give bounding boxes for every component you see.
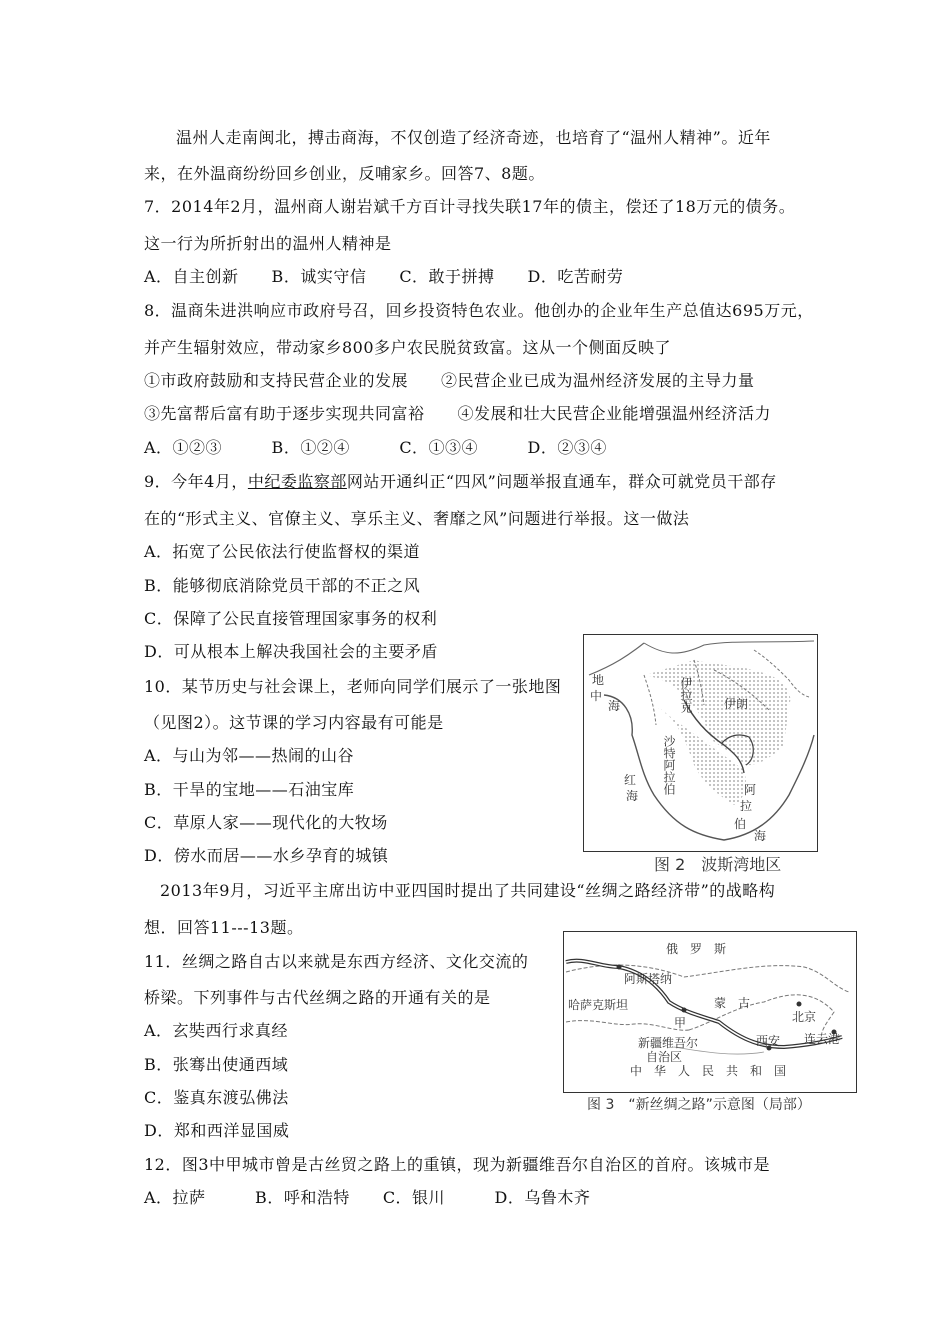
- q9-stem-pre: 9．今年4月，: [144, 472, 248, 491]
- intro1-line2: 来，在外温商纷纷回乡创业，反哺家乡。回答7、8题。: [144, 164, 545, 183]
- q9-stem-1: [144, 471, 777, 493]
- q8-item-2: ③先富帮后富有助于逐步实现共同富裕 ④发展和壮大民营企业能增强温州经济活力: [144, 404, 772, 423]
- persian-gulf-map-drawing: [584, 635, 817, 851]
- q7-stem-1: 7．2014年2月，温州商人谢岩斌千方百计寻找失联17年的债主，偿还了18万元的债务。: [144, 197, 796, 216]
- fig3-label-xinjiang-2: 自治区: [646, 1050, 683, 1064]
- fig2-label-saudi: 沙特阿拉伯: [662, 735, 676, 795]
- q10-stem-2: （见图2）。这节课的学习内容最有可能是: [144, 713, 444, 732]
- fig2-label-hai: 海: [608, 699, 621, 713]
- intro2-line1: 2013年9月，习近平主席出访中亚四国时提出了共同建设“丝绸之路经济带”的战略构: [160, 881, 776, 900]
- fig2-label-a: 阿: [744, 783, 757, 797]
- fig2-label-zhong: 中: [590, 689, 603, 703]
- fig3-label-astana: 阿斯塔纳: [624, 972, 673, 986]
- fig3-label-xian: 西安: [756, 1034, 781, 1048]
- fig3-label-mongolia: 蒙 古: [714, 996, 751, 1010]
- q11-option-a: A．玄奘西行求真经: [144, 1021, 289, 1040]
- q9-stem-underlined: 中纪委监察部: [247, 472, 347, 491]
- q9-stem-post: 网站开通纠正“四风”问题举报直通车，群众可就党员干部存: [346, 472, 777, 491]
- fig3-label-lianyungang: 连云港: [804, 1032, 841, 1046]
- q10-option-b: B．干旱的宝地——石油宝库: [144, 780, 355, 799]
- beijing-marker: [797, 1002, 802, 1007]
- fig2-label-hai3: 海: [754, 829, 767, 843]
- q10-stem-1: 10．某节历史与社会课上，老师向同学们展示了一张地图: [144, 677, 562, 696]
- q8-options: A．①②③ B．①②④ C．①③④ D．②③④: [144, 438, 607, 457]
- fig2-label-di: 地: [592, 673, 605, 687]
- fig2-label-iran: 伊朗: [724, 697, 749, 711]
- figure-2-caption: 图 2 波斯湾地区: [654, 855, 782, 874]
- q9-option-c: C．保障了公民直接管理国家事务的权利: [144, 609, 438, 628]
- q8-item-1: ①市政府鼓励和支持民营企业的发展 ②民营企业已成为温州经济发展的主导力量: [144, 371, 755, 390]
- q9-option-a: A．拓宽了公民依法行使监督权的渠道: [144, 542, 421, 561]
- fig3-label-kazakhstan: 哈萨克斯坦: [568, 998, 629, 1012]
- figure-3-caption: 图 3 “新丝绸之路”示意图（局部）: [587, 1097, 811, 1113]
- q11-stem-2: 桥梁。下列事件与古代丝绸之路的开通有关的是: [144, 988, 491, 1007]
- fig2-label-la: 拉: [740, 799, 753, 813]
- q11-stem-1: 11．丝绸之路自古以来就是东西方经济、文化交流的: [144, 952, 529, 971]
- q12-stem: 12．图3中甲城市曾是古丝贸之路上的重镇，现为新疆维吾尔自治区的首府。该城市是: [144, 1155, 771, 1174]
- q11-option-b: B．张骞出使通西域: [144, 1055, 289, 1074]
- q10-option-c: C．草原人家——现代化的大牧场: [144, 813, 388, 832]
- q7-stem-2: 这一行为所折射出的温州人精神是: [144, 234, 392, 253]
- fig3-label-xinjiang-1: 新疆维吾尔: [638, 1036, 699, 1050]
- q9-option-b: B．能够彻底消除党员干部的不正之风: [144, 576, 421, 595]
- q10-option-d: D．傍水而居——水乡孕育的城镇: [144, 846, 389, 865]
- q8-stem-2: 并产生辐射效应，带动家乡800多户农民脱贫致富。这从一个侧面反映了: [144, 338, 672, 357]
- astana-marker: [617, 965, 622, 970]
- q11-option-c: C．鉴真东渡弘佛法: [144, 1088, 289, 1107]
- figure-2-map: [583, 634, 818, 852]
- fig3-label-russia: 俄 罗 斯: [666, 942, 727, 956]
- q12-options: A．拉萨 B．呼和浩特 C．银川 D．乌鲁木齐: [144, 1188, 591, 1207]
- q10-option-a: A．与山为邻——热闹的山谷: [144, 746, 355, 765]
- q11-option-d: D．郑和西洋显国威: [144, 1121, 290, 1140]
- city-jia-marker: [682, 1008, 687, 1013]
- q9-stem-2: 在的“形式主义、官僚主义、享乐主义、奢靡之风”问题进行举报。这一做法: [144, 509, 690, 528]
- fig3-label-jia: 甲: [674, 1016, 687, 1030]
- q7-options: A．自主创新 B．诚实守信 C．敢于拼搏 D．吃苦耐劳: [144, 267, 624, 286]
- q8-stem-1: 8．温商朱进洪响应市政府号召，回乡投资特色农业。他创办的企业年生产总值达695万元，: [144, 301, 814, 320]
- fig2-label-hai2: 海: [626, 789, 639, 803]
- figure-3-map: [563, 931, 857, 1093]
- q9-option-d: D．可从根本上解决我国社会的主要矛盾: [144, 642, 438, 661]
- fig3-label-china: 中 华 人 民 共 和 国: [630, 1064, 787, 1078]
- fig2-label-iraq: 伊拉克: [679, 677, 693, 713]
- intro2-line2: 想．回答11---13题。: [144, 918, 304, 937]
- fig2-label-hong: 红: [624, 773, 637, 787]
- fig2-label-bo: 伯: [734, 817, 747, 831]
- intro1-line1: 温州人走南闽北，搏击商海，不仅创造了经济奇迹，也培育了“温州人精神”。近年: [176, 128, 771, 147]
- fig3-label-beijing: 北京: [792, 1010, 817, 1024]
